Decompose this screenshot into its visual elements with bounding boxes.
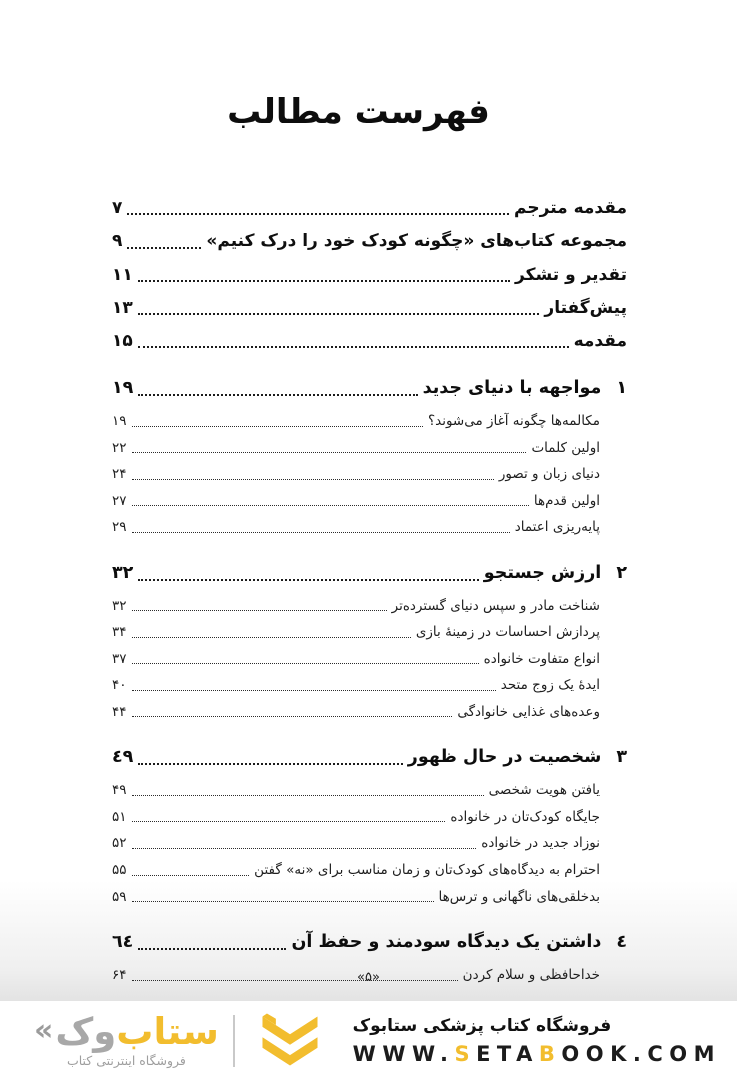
- chapter-block: [112, 378, 627, 537]
- chapter-number: ۲: [616, 562, 627, 583]
- toc-row: [112, 519, 627, 537]
- toc-row: [112, 809, 627, 827]
- row-page-number: ۳۷: [112, 650, 127, 667]
- store-name: فروشگاه کتاب پزشکی ستابوک: [352, 1015, 612, 1036]
- row-label: اولین کلمات: [531, 439, 600, 456]
- leader-dots: [138, 346, 569, 348]
- toc-row: [112, 231, 627, 252]
- toc-row: [112, 265, 627, 286]
- chapter-heading: [112, 747, 627, 769]
- logo-wordmark: [34, 1010, 219, 1053]
- logo-wordmark-gray: وک: [55, 1010, 117, 1053]
- row-label: شناخت مادر و سپس دنیای گسترده‌تر: [391, 597, 600, 614]
- leader-dots: [138, 394, 417, 396]
- row-label: بدخلقی‌های ناگهانی و ترس‌ها: [438, 888, 600, 905]
- url-segment: B: [538, 1041, 562, 1066]
- leader-dots: [132, 479, 494, 480]
- toc-row: [112, 598, 627, 616]
- url-segment: OOK.COM: [561, 1041, 721, 1066]
- row-page-number: ۲۲: [112, 439, 127, 456]
- row-page-number: ۳۴: [112, 624, 127, 641]
- section-list: [112, 413, 627, 537]
- leader-dots: [132, 716, 453, 717]
- leader-dots: [138, 313, 540, 315]
- toc-row: [112, 889, 627, 907]
- leader-dots: [132, 795, 484, 796]
- url-segment: S: [454, 1041, 477, 1066]
- footer-right: [353, 1016, 721, 1066]
- leader-dots: [132, 663, 479, 664]
- section-list: [112, 782, 627, 906]
- row-page-number: ۲۷: [112, 492, 127, 509]
- leader-dots: [132, 610, 387, 611]
- row-page-number: ۲۴: [112, 466, 127, 483]
- toc-row: [112, 835, 627, 853]
- row-page-number: ۵۲: [112, 835, 127, 852]
- row-page-number: ۵۱: [112, 808, 127, 825]
- leader-dots: [138, 280, 510, 282]
- toc-title: فهرست مطالب: [227, 92, 490, 132]
- chapter-title: ارزش جستجو: [483, 562, 602, 583]
- row-label: پایه‌ریزی اعتماد: [514, 519, 600, 536]
- row-label: مقدمه: [573, 331, 627, 351]
- toc-row: [112, 677, 627, 695]
- leader-dots: [132, 690, 496, 691]
- toc-row: [112, 198, 627, 219]
- chapter-number: ٤: [616, 932, 627, 953]
- toc-row: [112, 331, 627, 352]
- row-label: تقدیر و تشکر: [515, 264, 627, 285]
- chapter-page-number: ۱۹: [112, 378, 134, 399]
- leader-dots: [132, 637, 411, 638]
- row-label: انواع متفاوت خانواده: [483, 650, 600, 667]
- toc-row: [112, 466, 627, 484]
- leader-dots: [132, 505, 529, 506]
- row-label: یافتن هویت شخصی: [488, 782, 600, 799]
- row-page-number: ۹: [112, 231, 123, 252]
- chapter-title: داشتن یک دیدگاه سودمند و حفظ آن: [291, 932, 602, 953]
- toc-row: [112, 704, 627, 722]
- leader-dots: [132, 426, 423, 427]
- chapter-page-number: ٤۹: [112, 747, 134, 768]
- chapter-heading: [112, 932, 627, 954]
- toc-row: [112, 413, 627, 431]
- row-label: مجموعه کتاب‌های «چگونه کودک خود را درک کنیم»: [206, 231, 627, 252]
- leader-dots: [127, 247, 201, 249]
- section-list: [112, 598, 627, 722]
- toc-row: [112, 624, 627, 642]
- chapter-block: [112, 747, 627, 906]
- toc-row: [112, 440, 627, 458]
- site-footer: [0, 1001, 737, 1080]
- setabook-logo: [34, 1012, 333, 1070]
- logo-wordmark-box: [34, 1010, 219, 1068]
- chapter-heading: [112, 563, 627, 585]
- page-folio: «۵»: [357, 970, 380, 985]
- chevron-emblem-icon: [247, 1012, 333, 1070]
- leader-dots: [132, 452, 527, 453]
- row-label: نوزاد جدید در خانواده: [481, 835, 600, 852]
- leader-dots: [132, 848, 477, 849]
- row-page-number: ۶۴: [112, 966, 127, 983]
- row-label: مقدمه مترجم: [514, 198, 627, 218]
- toc-row: [112, 782, 627, 800]
- url-segment: WWW.: [352, 1041, 455, 1066]
- row-page-number: ۱۳: [112, 297, 133, 318]
- leader-dots: [138, 763, 402, 765]
- chapter-title: شخصیت در حال ظهور: [407, 747, 602, 768]
- row-label: اولین قدم‌ها: [533, 492, 600, 509]
- row-page-number: ۵۵: [112, 861, 127, 878]
- row-label: مکالمه‌ها چگونه آغاز می‌شوند؟: [427, 413, 600, 430]
- row-page-number: ۱۱: [112, 264, 133, 285]
- chapter-title: مواجهه با دنیای جدید: [422, 378, 602, 399]
- chapter-block: [112, 563, 627, 722]
- logo-wordmark-yellow: ستاب: [116, 1010, 219, 1053]
- logo-tagline: فروشگاه اینترنتی کتاب: [66, 1053, 186, 1068]
- toc-row: [112, 862, 627, 880]
- row-page-number: ۱۵: [112, 331, 133, 351]
- row-page-number: ۲۹: [112, 519, 127, 536]
- row-label: احترام به دیدگاه‌های کودک‌تان و زمان مناسب برای «نه» گفتن: [254, 861, 600, 878]
- row-page-number: ۴۴: [112, 703, 127, 720]
- chapter-page-number: ٦٤: [112, 932, 134, 953]
- row-label: پردازش احساسات در زمینهٔ بازی: [415, 624, 600, 641]
- row-label: وعده‌های غذایی خانوادگی: [457, 703, 600, 720]
- toc-body: [0, 132, 737, 985]
- logo-chevron-glyph: «: [34, 1013, 54, 1048]
- chapter-number: ۳: [616, 747, 627, 768]
- toc-row: [112, 493, 627, 511]
- front-matter-list: [112, 198, 627, 352]
- row-page-number: ۴۰: [112, 677, 127, 694]
- chapter-page-number: ۳۲: [112, 562, 134, 583]
- row-page-number: ۵۹: [112, 888, 127, 905]
- row-label: دنیای زبان و تصور: [498, 466, 600, 483]
- leader-dots: [138, 948, 286, 950]
- row-page-number: ۳۲: [112, 597, 127, 614]
- chapter-heading: [112, 378, 627, 400]
- row-page-number: ۴۹: [112, 782, 127, 799]
- url-segment: ETA: [476, 1041, 539, 1066]
- leader-dots: [127, 213, 509, 215]
- leader-dots: [132, 901, 434, 902]
- row-label: جایگاه کودک‌تان در خانواده: [450, 808, 600, 825]
- logo-divider: [233, 1015, 235, 1067]
- website-url: [353, 1042, 721, 1066]
- row-label: خداحافظی و سلام کردن: [462, 966, 600, 983]
- row-page-number: ۷: [112, 198, 123, 218]
- row-page-number: ۱۹: [112, 413, 127, 430]
- row-label: پیش‌گفتار: [544, 297, 627, 318]
- leader-dots: [138, 579, 478, 581]
- leader-dots: [132, 532, 510, 533]
- toc-row: [112, 651, 627, 669]
- toc-row: [112, 298, 627, 319]
- leader-dots: [132, 821, 446, 822]
- chapter-number: ۱: [616, 378, 627, 399]
- leader-dots: [132, 875, 250, 876]
- chapter-list: [112, 378, 627, 984]
- row-label: ایدهٔ یک زوج متحد: [500, 677, 600, 694]
